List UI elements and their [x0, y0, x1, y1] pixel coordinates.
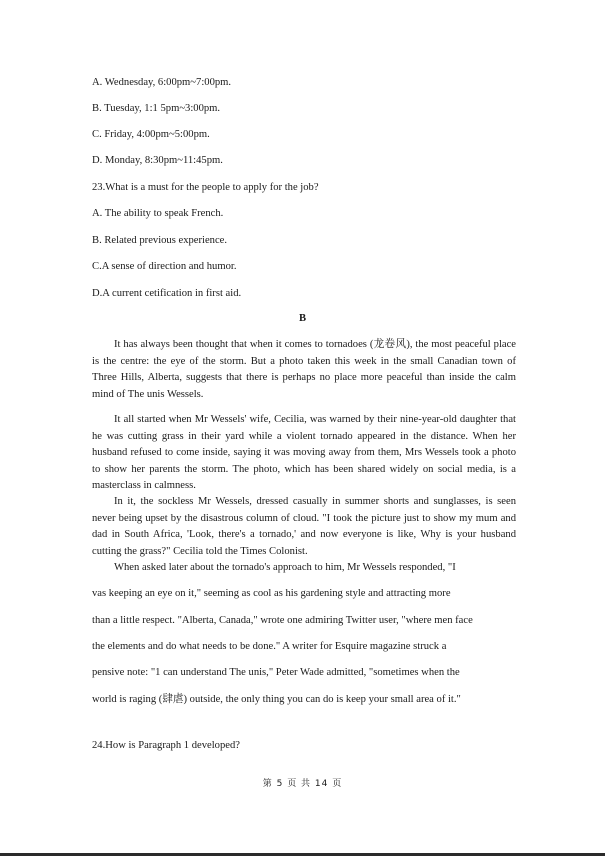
answer-option: A. The ability to speak French. [92, 208, 224, 219]
answer-option: D. Monday, 8:30pm~11:45pm. [92, 155, 223, 166]
paragraph-line: he was cutting grass in their yard while a violent tornado appeared in the distance. When her [92, 430, 516, 442]
paragraph-line: to show her parents the storm. The photo, which has been shared widely on social media, is a [92, 463, 516, 475]
paragraph-line: husband refused to come inside, saying it was moving away from them, Mrs Wessels took a photo [92, 447, 516, 458]
page-footer: 第 5 页 共 14 页 [262, 779, 343, 789]
paragraph-line: masterclass in calmness. [92, 480, 196, 491]
paragraph-line: than a little respect. "Alberta, Canada," wrote one admiring Twitter user, "where men face [92, 614, 473, 626]
paragraph-line: cutting the grass?" Cecilia told the Times Colonist. [92, 545, 308, 557]
paragraph-line: is the centre: the eye of the storm. But a photo taken this week in the small Canadian town of [92, 355, 516, 367]
paragraph-line: It all started when Mr Wessels' wife, Cecilia, was warned by their nine-year-old daughter that [114, 414, 516, 425]
answer-option: C.A sense of direction and humor. [92, 261, 237, 272]
paragraph-line: world is raging (肆虐) outside, the only thing you can do is keep your small area of it." [92, 693, 461, 705]
question-24: 24.How is Paragraph 1 developed? [92, 740, 240, 751]
paragraph-line: vas keeping an eye on it," seeming as cool as his gardening style and attracting more [92, 588, 451, 600]
answer-option: A. Wednesday, 6:00pm~7:00pm. [92, 77, 232, 88]
paragraph-line: never being upset by the disastrous column of cloud. "I took the picture just to show my mum and [92, 512, 516, 524]
paragraph-line: Three Hills, Alberta, suggests that there is perhaps no place more peaceful than inside the calm [92, 372, 516, 383]
paragraph-line: pensive note: "1 can understand The unis," Peter Wade admitted, "sometimes when the [92, 667, 460, 679]
paragraph-line: In it, the sockless Mr Wessels, dressed casually in summer shorts and sunglasses, is seen [114, 496, 516, 507]
paragraph-line: mind of The unis Wessels. [92, 388, 204, 400]
answer-option: D.A current cetification in first aid. [92, 288, 242, 299]
question-text: 23.What is a must for the people to apply for the job? [92, 182, 319, 193]
paragraph-line: the elements and do what needs to be done." A writer for Esquire magazine struck a [92, 640, 447, 652]
paragraph-line: When asked later about the tornado's approach to him, Mr Wessels responded, "I [114, 562, 456, 573]
section-heading: B [298, 313, 307, 324]
answer-option: B. Tuesday, 1:1 5pm~3:00pm. [92, 103, 221, 114]
paragraph-line: It has always been thought that when it comes to tornadoes (龙卷风), the most peaceful place [114, 339, 516, 350]
paragraph-line: dad in South Africa, 'Look, there's a tornado,' and now everyone is like, Why is your husband [92, 529, 516, 540]
answer-option: C. Friday, 4:00pm~5:00pm. [92, 129, 210, 140]
answer-option: B. Related previous experience. [92, 235, 228, 246]
